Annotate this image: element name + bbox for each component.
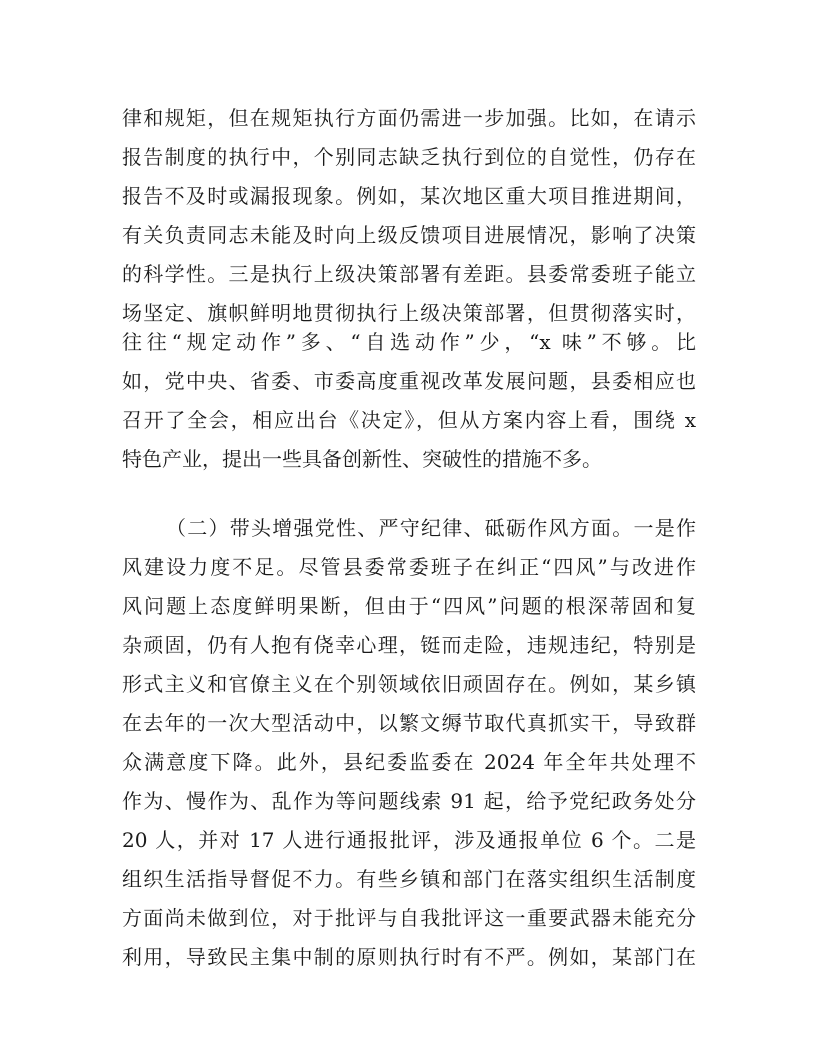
text-line: 风问题上态度鲜明果断，但由于“四风”问题的根深蒂固和复 [122, 594, 696, 618]
text-line: 形式主义和官僚主义在个别领域依旧顽固存在。例如，某乡镇 [122, 672, 696, 696]
text-line: 报告制度的执行中，个别同志缺乏执行到位的自觉性，仍存在 [122, 145, 696, 169]
text-line: 风建设力度不足。尽管县委常委班子在纠正“四风”与改进作 [122, 555, 696, 579]
text-line: 杂顽固，仍有人抱有侥幸心理，铤而走险，违规违纪，特别是 [122, 633, 696, 657]
text-line: 在去年的一次大型活动中，以繁文缛节取代真抓实干，导致群 [122, 711, 696, 735]
text-line: 利用，导致民主集中制的原则执行时有不严。例如，某部门在 [122, 945, 696, 969]
text-line: 召开了全会，相应出台《决定》，但从方案内容上看，围绕 x [122, 408, 696, 432]
text-line: 往往“规定动作”多、“自选动作”少，“x 味”不够。比 [122, 330, 696, 354]
text-line: 的科学性。三是执行上级决策部署有差距。县委常委班子能立 [122, 262, 696, 286]
text-line: 20 人，并对 17 人进行通报批评，涉及通报单位 6 个。二是 [122, 828, 696, 852]
text-line: 如，党中央、省委、市委高度重视改革发展问题，县委相应也 [122, 369, 696, 393]
text-line: 作为、慢作为、乱作为等问题线索 91 起，给予党纪政务处分 [122, 789, 696, 813]
text-line: 组织生活指导督促不力。有些乡镇和部门在落实组织生活制度 [122, 867, 696, 891]
text-line: 律和规矩，但在规矩执行方面仍需进一步加强。比如，在请示 [122, 106, 696, 130]
paragraph-first-line: （二）带头增强党性、严守纪律、砥砺作风方面。一是作 [166, 516, 696, 540]
text-line: 方面尚未做到位，对于批评与自我批评这一重要武器未能充分 [122, 906, 696, 930]
text-line: 有关负责同志未能及时向上级反馈项目进展情况，影响了决策 [122, 223, 696, 247]
text-line: 场坚定、旗帜鲜明地贯彻执行上级决策部署，但贯彻落实时， [122, 301, 696, 325]
text-line: 特色产业，提出一些具备创新性、突破性的措施不多。 [122, 447, 602, 471]
text-line: 众满意度下降。此外，县纪委监委在 2024 年全年共处理不 [122, 750, 696, 774]
text-line: 报告不及时或漏报现象。例如，某次地区重大项目推进期间， [122, 184, 696, 208]
